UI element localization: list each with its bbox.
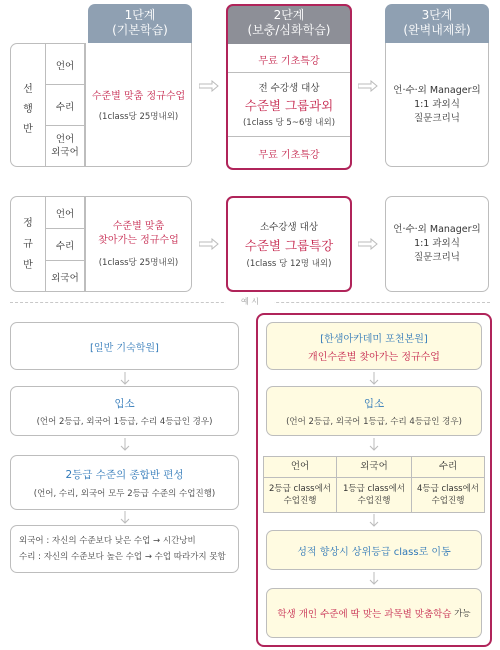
- arrow-down-icon: [120, 438, 130, 452]
- left-grade-box: [10, 455, 239, 510]
- right-admit-title: 입소: [363, 397, 385, 410]
- arrow-down-icon: [369, 572, 379, 586]
- regular-subject-math: 수리: [55, 241, 75, 252]
- right-admit-box: [266, 386, 482, 436]
- right-col-header-foreign: 외국어: [336, 456, 412, 478]
- regular-step2-box: 소수강생 대상 수준별 그룹특강 (1class 당 12명 내외): [226, 196, 352, 292]
- step3-subtitle: (완벽내제화): [403, 23, 471, 37]
- arrow-right-icon: [358, 80, 378, 92]
- advance-step3-text: 언·수·외 Manager의 1:1 과외식 질문크리닉: [393, 84, 481, 124]
- right-col-header-language: 언어: [263, 456, 337, 478]
- example-label: 예 시: [226, 296, 274, 307]
- regular-step1-box: [85, 196, 192, 292]
- advance-step2-top: 무료 기초특강: [258, 55, 320, 67]
- right-final-main: 학생 개인 수준에 딱 맞는 과목별 맞춤학습: [277, 609, 452, 620]
- right-final-suffix: 가능: [451, 609, 471, 619]
- left-admit-title: 입소: [114, 397, 135, 410]
- left-note-2: 수리 : 자신의 수준보다 높은 수업 → 수업 따라가지 못함: [19, 552, 226, 562]
- advance-step2-center: 전 수강생 대상 수준별 그룹과외 (1class 당 5~6명 내외): [242, 83, 336, 128]
- advance-side-label: 선 행 반: [23, 84, 33, 135]
- left-note-box: [10, 525, 239, 573]
- arrow-down-icon: [369, 438, 379, 452]
- regular-step3-text: 언·수·외 Manager의 1:1 과외식 질문크리닉: [393, 224, 481, 263]
- right-col-desc-math: 4등급 class에서 수업진행: [411, 477, 485, 513]
- regular-subject-language: 언어: [55, 209, 75, 220]
- advance-step2-main: 수준별 그룹과외: [244, 98, 334, 113]
- left-grade-title: 2등급 수준의 종합반 편성: [65, 468, 184, 481]
- advance-subject-language: 언어: [55, 61, 75, 72]
- right-move-box: [266, 530, 482, 570]
- advance-step1-sub: (1class당 25명내외): [98, 112, 179, 122]
- advance-step1-box: [85, 43, 192, 167]
- right-col-header-math: 수리: [411, 456, 485, 478]
- right-admit-sub: (언어 2등급, 외국어 1등급, 수리 4등급인 경우): [286, 416, 462, 427]
- left-admit-box: [10, 386, 239, 436]
- regular-step2-main: 수준별 그룹특강: [244, 238, 334, 253]
- right-move-text: 성적 향상시 상위등급 class로 이동: [297, 546, 451, 558]
- right-title: [한샘아카데미 포천본원]: [320, 333, 428, 345]
- step1-title: 1단계: [124, 8, 156, 22]
- step2-title: 2단계: [273, 8, 305, 22]
- regular-step1-main: 수준별 맞춤 찾아가는 정규수업: [98, 221, 179, 246]
- right-col-desc-foreign: 1등급 class에서 수업진행: [336, 477, 412, 513]
- right-subtitle: 개인수준별 찾아가는 정규수업: [308, 351, 440, 363]
- arrow-down-icon: [369, 372, 379, 386]
- arrow-right-icon: [199, 238, 219, 250]
- advance-subject-lang-foreign: 언어 외국어: [51, 134, 79, 158]
- step3-title: 3단계: [421, 8, 453, 22]
- advance-step1-main: 수준별 맞춤 정규수업: [91, 91, 186, 102]
- right-final-box: [266, 588, 482, 638]
- advance-step3-box: [385, 43, 489, 167]
- right-col-desc-language: 2등급 class에서 수업진행: [263, 477, 337, 513]
- advance-step2-bottom: 무료 기초특강: [258, 149, 320, 161]
- arrow-down-icon: [369, 514, 379, 528]
- regular-subject-foreign: 외국어: [51, 273, 79, 284]
- step3-header: [385, 4, 489, 44]
- step1-subtitle: (기본학습): [112, 23, 168, 37]
- right-title-box: [266, 322, 482, 370]
- left-note-1: 외국어 : 자신의 수준보다 낮은 수업 → 시간낭비: [19, 536, 196, 546]
- arrow-down-icon: [120, 511, 130, 525]
- regular-step1-sub: (1class당 25명내외): [98, 258, 179, 268]
- regular-side-label: 정 규 반: [23, 218, 33, 271]
- arrow-right-icon: [358, 238, 378, 250]
- step1-header: [88, 4, 192, 44]
- step2-subtitle: (보충/심화학습): [247, 23, 331, 37]
- advance-subject-math: 수리: [55, 102, 75, 113]
- left-grade-sub: (언어, 수리, 외국어 모두 2등급 수준의 수업진행): [33, 488, 216, 499]
- left-admit-sub: (언어 2등급, 외국어 1등급, 수리 4등급인 경우): [36, 416, 213, 427]
- arrow-down-icon: [120, 372, 130, 386]
- regular-step3-box: [385, 196, 489, 292]
- left-title-box: [10, 322, 239, 370]
- arrow-right-icon: [199, 80, 219, 92]
- left-title: [일반 기숙학원]: [90, 342, 159, 354]
